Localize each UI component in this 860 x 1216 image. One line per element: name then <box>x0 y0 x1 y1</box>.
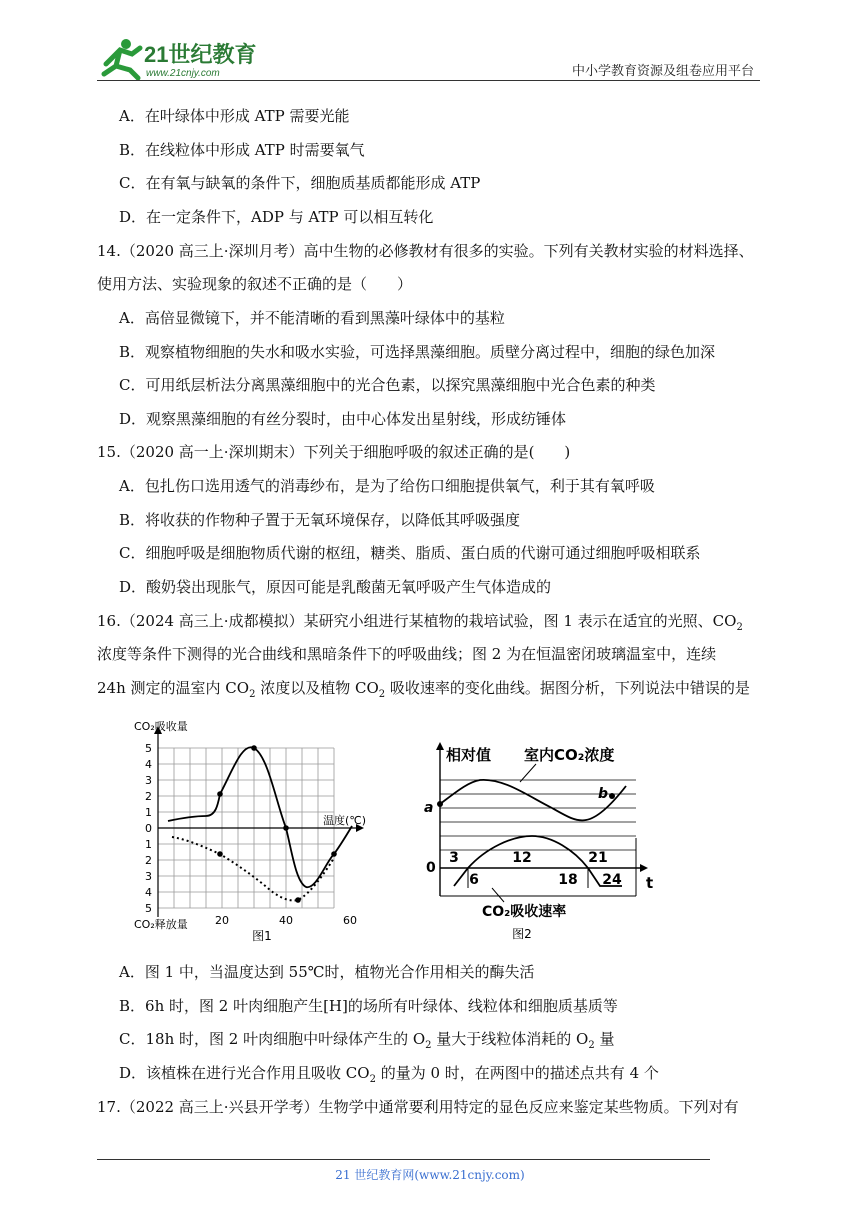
fig2-xtick: 6 <box>469 872 479 888</box>
fig1-ytick: 4 <box>145 758 152 771</box>
q15-option-a: A．包扎伤口选用透气的消毒纱布，是为了给伤口细胞提供氧气，利于其有氧呼吸 <box>119 477 655 495</box>
fig1-ytick: 5 <box>145 902 152 915</box>
fig1-ytick: 0 <box>145 822 152 835</box>
fig2-y-label: 相对值 <box>446 746 492 764</box>
fig1-ytick: 2 <box>145 790 152 803</box>
q15-option-c: C．细胞呼吸是细胞物质代谢的枢纽，糖类、脂质、蛋白质的代谢可通过细胞呼吸相联系 <box>119 544 701 562</box>
logo-url: www.21cnjy.com <box>146 68 220 79</box>
fig1-ytick: 1 <box>145 806 152 819</box>
site-logo <box>92 36 262 80</box>
figure-1 <box>120 712 370 944</box>
fig2-xtick: 12 <box>512 850 532 866</box>
curve-point <box>251 745 257 751</box>
curve-point <box>283 825 289 831</box>
fig2-curve2-label: CO₂吸收速率 <box>482 904 567 920</box>
q16-stem-line2: 浓度等条件下测得的光合曲线和黑暗条件下的呼吸曲线；图 2 为在恒温密闭玻璃温室中，连续 <box>97 645 717 663</box>
fig2-caption: 图2 <box>512 927 532 941</box>
q14-option-a: A．高倍显微镜下，并不能清晰的看到黑藻叶绿体中的基粒 <box>119 309 505 327</box>
fig2-point-a: a <box>424 800 434 816</box>
fig1-xtick: 40 <box>279 914 293 927</box>
curve-point <box>217 791 223 797</box>
fig1-ytick: 1 <box>145 838 152 851</box>
point-a-marker <box>437 801 443 807</box>
fig1-caption: 图1 <box>252 929 272 943</box>
fig1-ytick: 4 <box>145 886 152 899</box>
q13-option-b: B．在线粒体中形成 ATP 时需要氧气 <box>119 141 365 159</box>
logo-text: 21世纪教育 <box>144 42 257 67</box>
fig1-x-label: 温度(℃) <box>323 814 366 827</box>
fig2-xtick: 3 <box>449 850 459 866</box>
respiration-curve <box>172 837 334 901</box>
fig1-xtick: 60 <box>343 914 357 927</box>
q17-stem-line1: 17.（2022 高三上·兴县开学考）生物学中通常要利用特定的显色反应来鉴定某些物质。下列对有 <box>97 1098 739 1116</box>
q14-stem-line1: 14.（2020 高三上·深圳月考）高中生物的必修教材有很多的实验。下列有关教材实验的材料选择、 <box>97 242 754 260</box>
figure-2 <box>416 738 660 944</box>
q16-option-b: B．6h 时，图 2 叶肉细胞产生[H]的场所有叶绿体、线粒体和细胞质基质等 <box>119 997 618 1015</box>
fig2-xtick: 18 <box>558 872 578 888</box>
q13-option-d: D．在一定条件下，ADP 与 ATP 可以相互转化 <box>119 208 434 226</box>
fig2-xtick: 24 <box>602 872 622 888</box>
fig2-point-b: b <box>598 786 609 802</box>
fig2-xtick: 21 <box>588 850 608 866</box>
curve-point <box>331 851 337 857</box>
q14-option-b: B．观察植物细胞的失水和吸水实验，可选择黑藻细胞。质壁分离过程中，细胞的绿色加深 <box>119 343 716 361</box>
q16-option-d: D．该植株在进行光合作用且吸收 $CO_2$ 的量为 0 时，在两图中的描述点共有 4 个 <box>119 1064 659 1085</box>
curve-point <box>295 897 301 903</box>
footer-divider <box>97 1159 710 1160</box>
q16-option-a: A．图 1 中，当温度达到 55℃时，植物光合作用相关的酶失活 <box>119 963 535 981</box>
point-b-marker <box>609 793 615 799</box>
header-divider <box>97 80 760 81</box>
fig1-y-top-label: CO₂吸收量 <box>134 720 188 733</box>
q14-option-c: C．可用纸层析法分离黑藻细胞中的光合色素，以探究黑藻细胞中光合色素的种类 <box>119 376 656 394</box>
q15-option-b: B．将收获的作物种子置于无氧环境保存，以降低其呼吸强度 <box>119 511 521 529</box>
q13-option-c: C．在有氧与缺氧的条件下，细胞质基质都能形成 ATP <box>119 174 481 192</box>
fig1-xtick: 20 <box>215 914 229 927</box>
q14-stem-line2: 使用方法、实验现象的叙述不正确的是（ ） <box>97 275 413 293</box>
runner-icon <box>104 39 140 78</box>
q15-option-d: D．酸奶袋出现胀气，原因可能是乳酸菌无氧呼吸产生气体造成的 <box>119 578 552 596</box>
q15-stem: 15.（2020 高一上·深圳期末）下列关于细胞呼吸的叙述正确的是( ) <box>97 443 571 461</box>
q14-option-d: D．观察黑藻细胞的有丝分裂时，由中心体发出星射线，形成纺锤体 <box>119 410 567 428</box>
fig1-ytick: 2 <box>145 854 152 867</box>
platform-name: 中小学教育资源及组卷应用平台 <box>571 64 754 79</box>
q16-stem-line3: 24h 测定的温室内 $CO_2$ 浓度以及植物 $CO_2$ 吸收速率的变化曲线。据图分析，下列说法中错误的是 <box>97 679 750 700</box>
x-axis-arrow-icon <box>640 864 648 872</box>
fig2-t-label: t <box>646 874 654 892</box>
fig1-ytick: 3 <box>145 870 152 883</box>
fig1-y-bottom-label: CO₂释放量 <box>134 918 188 931</box>
curve-point <box>217 851 223 857</box>
fig1-ytick: 3 <box>145 774 152 787</box>
q16-stem-line1: 16.（2024 高三上·成都模拟）某研究小组进行某植物的栽培试验，图 1 表示在适宜的光照、$CO_2$ <box>97 612 743 633</box>
q16-option-c: C．18h 时，图 2 叶肉细胞中叶绿体产生的 $O_2$ 量大于线粒体消耗的 $O_2$ 量 <box>119 1030 615 1051</box>
footer-text: 21 世纪教育网(www.21cnjy.com) <box>335 1168 525 1182</box>
fig2-curve1-label: 室内CO₂浓度 <box>524 746 615 764</box>
fig2-zero: 0 <box>426 860 436 876</box>
q13-option-a: A．在叶绿体中形成 ATP 需要光能 <box>119 107 350 125</box>
fig1-ytick: 5 <box>145 742 152 755</box>
y-axis-arrow-icon <box>436 742 444 750</box>
